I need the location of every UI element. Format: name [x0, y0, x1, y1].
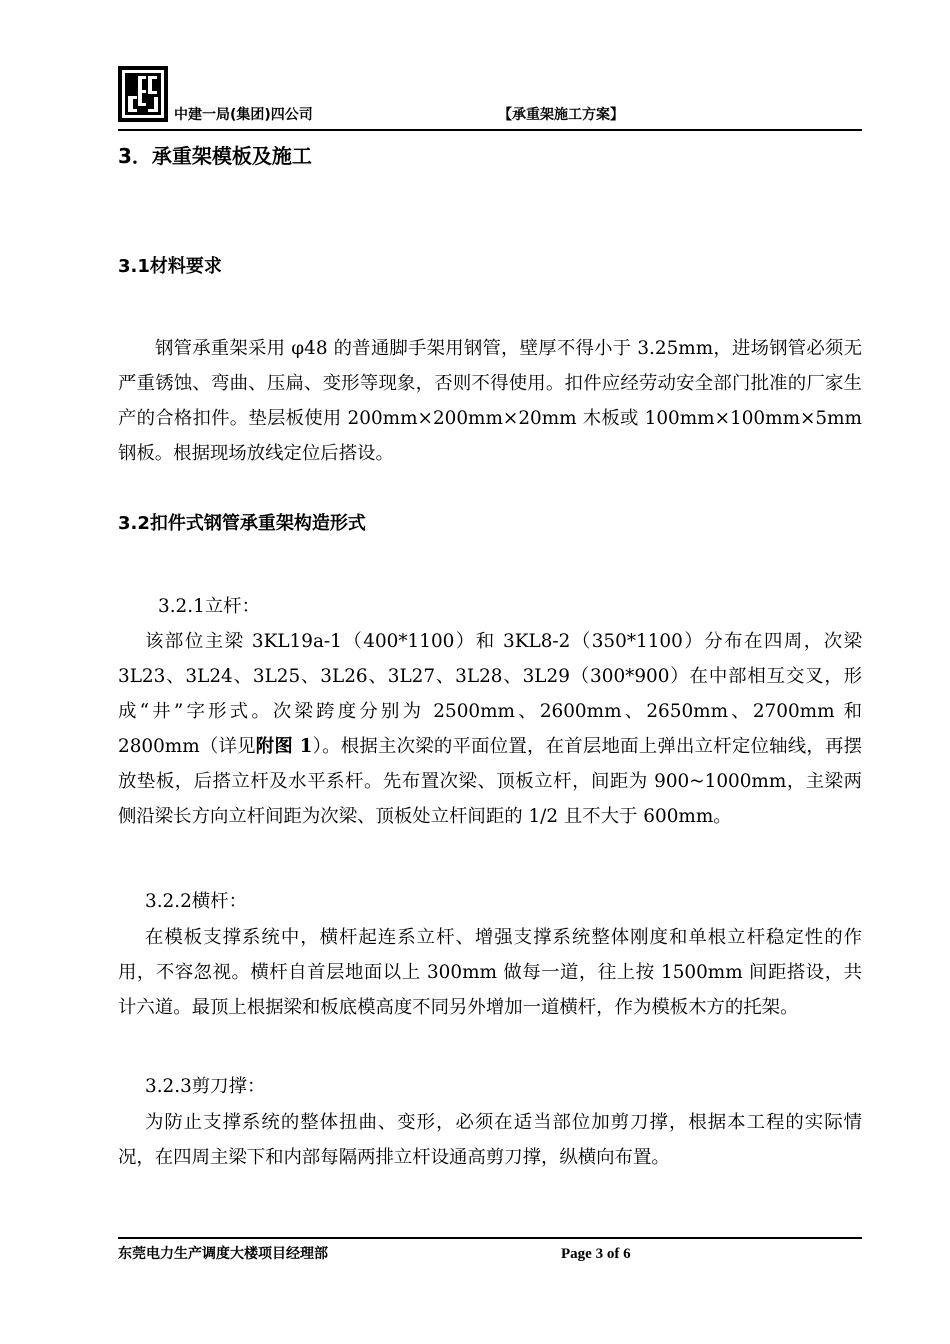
header-document-title: 【承重架施工方案】: [498, 107, 624, 123]
footer-project-name: 东莞电力生产调度大楼项目经理部: [118, 1246, 328, 1262]
paragraph-uprights-part-a: 该部位主梁 3KL19a-1（400*1100）和 3KL8-2（350*1100）分布在四周，次梁 3L23、3L24、3L25、3L26、3L27、3L28、3L29（300*900）在中部相互交叉，形成“井”字形式。次梁跨度分别为 2500mm、2600mm、2650mm、2700mm 和 2800mm（详见: [118, 631, 862, 757]
section-title: 3．承重架模板及施工: [118, 144, 312, 168]
paragraph-uprights-part-b: ）。根据主次梁的平面位置，在首层地面上弹出立杆定位轴线，再摆放垫板，后搭立杆及水平系杆。先布置次梁、顶板立杆，间距为 900~1000mm，主梁两侧沿梁长方向立杆间距为次梁、顶板处立杆间距的 1/2 且不大于 600mm。: [118, 736, 862, 827]
paragraph-materials: 钢管承重架采用 φ48 的普通脚手架用钢管，壁厚不得小于 3.25mm，进场钢管必须无严重锈蚀、弯曲、压扁、变形等现象，否则不得使用。扣件应经劳动安全部门批准的厂家生产的合格扣件。垫层板使用 200mm×200mm×20mm 木板或 100mm×100mm×5mm 钢板。根据现场放线定位后搭设。: [118, 338, 862, 464]
paragraph-horizontal-bars: 在模板支撑系统中，横杆起连系立杆、增强支撑系统整体刚度和单根立杆稳定性的作用，不容忽视。横杆自首层地面以上 300mm 做每一道，往上按 1500mm 间距搭设，共计六道。最顶上根据梁和板底模高度不同另外增加一道横杆，作为模板木方的托架。: [118, 927, 862, 1018]
cscec-logo: [118, 66, 168, 122]
heading-3-1: 3.1材料要求: [118, 256, 222, 277]
heading-3-2: 3.2扣件式钢管承重架构造形式: [118, 513, 366, 534]
page-header: [118, 66, 862, 128]
subheading-3-2-1: 3.2.1立杆：: [158, 596, 260, 617]
figure-reference[interactable]: 附图 1: [255, 736, 313, 757]
subheading-3-2-3: 3.2.3剪刀撑：: [145, 1076, 266, 1097]
footer-page-number: Page 3 of 6: [561, 1246, 631, 1262]
paragraph-uprights: [118, 624, 862, 834]
header-company-name: 中建一局(集团)四公司: [174, 107, 313, 123]
header-divider: [118, 129, 862, 131]
footer-divider: [118, 1237, 862, 1239]
subheading-3-2-2: 3.2.2横杆：: [145, 891, 247, 912]
paragraph-scissor-braces: 为防止支撑系统的整体扭曲、变形，必须在适当部位加剪刀撑，根据本工程的实际情况，在四周主梁下和内部每隔两排立杆设通高剪刀撑，纵横向布置。: [118, 1112, 862, 1168]
